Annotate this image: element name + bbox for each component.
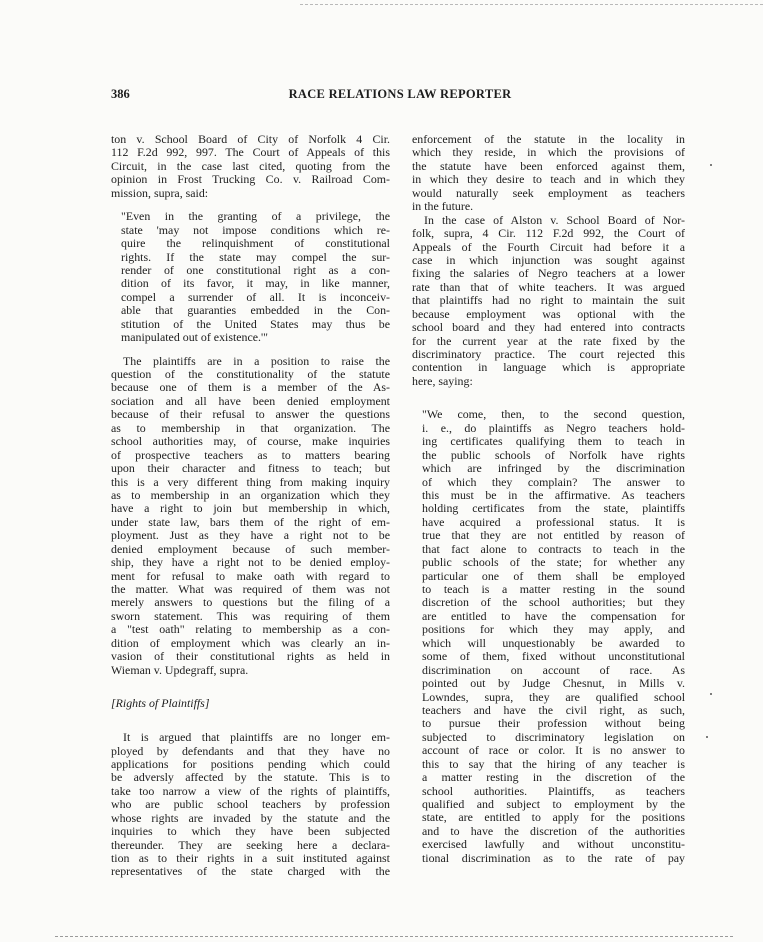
quote-line: dition of its favor, it may, in like manner, (121, 276, 390, 291)
quote-line: ing certificates qualifying them to teach in (422, 434, 685, 449)
text-line: as to membership in that organization. The (111, 420, 390, 435)
quote-line: compel a surrender of all. It is inconceiv- (121, 289, 390, 304)
text-line: under state law, bars them of the right of em- (111, 514, 390, 529)
text-line: rate than that of white teachers. It was argued (412, 279, 685, 294)
text-line: the matter. What was required of them was not (111, 582, 390, 596)
text-line: vasion of their constitutional rights as held in (111, 649, 390, 664)
quote-line: qualified and subject to employment by the (422, 797, 685, 811)
text-line: sworn statement. This was requiring of them (111, 608, 390, 623)
quote-line: able that guaranties embedded in the Con- (121, 303, 390, 318)
text-line: inquiries to which they have been subjected (111, 824, 390, 839)
left-column (111, 133, 390, 879)
text-line: in the future. (412, 199, 474, 214)
text-line: ship, they have a right not to be denied employ- (111, 555, 390, 570)
text-line: question of the constitutionality of the statute (111, 367, 390, 381)
quote-line: teachers and have the civil right, as such, (422, 702, 685, 717)
text-line: mission, supra, said: (111, 185, 209, 200)
text-line: here, saying: (412, 373, 473, 388)
text-line: applications for positions pending which could (111, 756, 390, 771)
quote-line: particular one of them shall be employed (422, 568, 685, 583)
paragraph-spacer (412, 388, 685, 408)
quote-line: a matter resting in the discretion of the (422, 770, 685, 785)
quote-line: this to say that the hiring of any teacher is (422, 756, 685, 771)
section-subheading: [Rights of Plaintiffs] (111, 696, 210, 711)
quote-line: exercised lawfully and without unconstitu- (422, 837, 685, 852)
scan-speck (710, 693, 712, 695)
text-line: whose rights are invaded by the statute and the (111, 810, 390, 825)
text-line: upon their character and fitness to teach; but (111, 461, 390, 476)
quote-line: "Even in the granting of a privilege, the (121, 209, 390, 224)
text-line: for the current year at the rate fixed by the (412, 333, 685, 348)
text-line: ton v. School Board of City of Norfolk 4 Cir. (111, 132, 390, 146)
text-line: tion as to their rights in a suit instituted against (111, 851, 390, 865)
quote-line: have acquired a professional status. It is (422, 514, 685, 529)
quote-line: quire the relinquishment of constitutional (121, 236, 390, 251)
bottom-scan-border (55, 936, 733, 937)
text-line: case in which injunction was sought against (412, 252, 685, 267)
quote-line: render of one constitutional right as a con- (121, 262, 390, 277)
quote-line: that fact alone to contracts to teach in the (422, 541, 685, 556)
text-line: Circuit, in the case last cited, quoting from the (111, 158, 390, 173)
quote-line: "We come, then, to the second question, (422, 407, 685, 422)
text-line: denied employment because of such member- (111, 541, 390, 556)
quote-line: subjected to discriminatory legislation on (422, 729, 685, 744)
quote-line: tional discrimination as to the rate of pay (422, 850, 685, 865)
text-line: because employment was optional with the (412, 306, 685, 321)
text-line: folk, supra, 4 Cir. 112 F.2d 992, the Court of (412, 226, 685, 241)
text-line: opinion in Frost Trucking Co. v. Railroad Com- (111, 172, 390, 187)
text-line: which they reside, in which the provisions of (412, 145, 685, 160)
text-line: because of their refusal to answer the questions (111, 407, 390, 422)
text-line: thereunder. They are seeking here a declara- (111, 837, 390, 852)
quote-line: positions for which they may apply, and (422, 622, 685, 637)
text-line: ployed by defendants and that they have no (111, 743, 390, 758)
quote-line: rights. If the state may compel the sur- (121, 249, 390, 264)
text-line: this is a very different thing from making inquiry (111, 474, 390, 489)
quote-line: discrimination on account of race. As (422, 662, 685, 677)
text-line: representatives of the state charged with the (111, 864, 390, 879)
text-line: Wieman v. Updegraff, supra. (111, 662, 249, 677)
text-line: school authorities may, of course, make inquiries (111, 434, 390, 449)
quote-line: state 'may not impose conditions which re- (121, 222, 390, 237)
text-line: take too narrow a view of the rights of plaintiffs, (111, 783, 390, 798)
quote-line: account of race or color. It is no answer to (422, 743, 685, 758)
quote-line: to teach is a matter resting in the sound (422, 582, 685, 596)
running-title: RACE RELATIONS LAW REPORTER (288, 87, 512, 101)
quote-line: state, are entitled to apply for the positions (422, 810, 685, 825)
quote-line: holding certificates from the state, plaintiffs (422, 501, 685, 516)
scan-speck (706, 736, 708, 738)
page-header (111, 87, 689, 107)
text-line: the statute have been enforced against them, (412, 158, 685, 173)
text-line: in which they desire to teach and in which they (412, 172, 685, 187)
text-line: ment for refusal to make oath with regard to (111, 568, 390, 583)
quote-line: which are infringed by the discrimination (422, 461, 685, 476)
quote-line: discretion of the school authorities; but they (422, 595, 685, 610)
text-line: fixing the salaries of Negro teachers at a lower (412, 266, 685, 281)
quote-line: public schools of the state; for whether any (422, 555, 685, 570)
text-line: a "test oath" relating to membership as a con- (111, 622, 390, 637)
quote-line: manipulated out of existence.'" (121, 330, 268, 345)
quote-line: school authorities. Plaintiffs, as teachers (422, 783, 685, 798)
quote-line: true that they are not entitled by reason of (422, 528, 685, 543)
text-line: discriminatory practice. The court rejected this (412, 347, 685, 361)
text-line: sociation and all have been denied employment (111, 393, 390, 408)
text-line: school board and they had entered into contracts (412, 320, 685, 335)
text-line: The plaintiffs are in a position to raise the (123, 353, 390, 368)
paragraph-spacer (111, 677, 390, 697)
quote-line: some of them, fixed without unconstitutional (422, 649, 685, 664)
quote-line: this must be in the affirmative. As teachers (422, 487, 685, 502)
quote-line: and to have the discretion of the authorities (422, 823, 685, 838)
quote-line: pointed out by Judge Chesnut, in Mills v. (422, 676, 685, 691)
top-scan-border (300, 4, 763, 5)
text-line: who are public school teachers by profession (111, 797, 390, 812)
text-line: as to membership in an organization which they (111, 487, 390, 502)
text-line: would naturally seek employment as teachers (412, 185, 685, 200)
text-line: of prospective teachers as to matters bearing (111, 447, 390, 462)
quote-line: which will unquestionably be awarded to (422, 635, 685, 650)
text-line: merely answers to questions but the filing of a (111, 595, 390, 610)
quote-line: the public schools of Norfolk have rights (422, 447, 685, 462)
text-line: dition of employment which was clearly an in- (111, 635, 390, 650)
text-line: ployment. Just as they have a right not to be (111, 528, 390, 543)
page-number: 386 (111, 87, 130, 101)
quote-line: Lowndes, supra, they are qualified school (422, 689, 685, 704)
quote-line: to pursue their profession without being (422, 716, 685, 731)
text-line: In the case of Alston v. School Board of Nor- (424, 212, 685, 227)
text-line: enforcement of the statute in the locality in (412, 132, 685, 146)
text-line: Appeals of the Fourth Circuit had before it a (412, 239, 685, 254)
text-line: that plaintiffs had no right to maintain the suit (412, 293, 685, 308)
text-line: have a right to join but membership in which, (111, 501, 390, 516)
text-line: It is argued that plaintiffs are no longer em- (123, 730, 390, 745)
text-line: because one of them is a member of the As- (111, 380, 390, 395)
quote-line: stitution of the United States may thus be (121, 316, 390, 331)
quote-line: are entitled to have the compensation for (422, 608, 685, 623)
quote-line: of which they complain? The answer to (422, 474, 685, 489)
text-line: 112 F.2d 992, 997. The Court of Appeals of this (111, 145, 390, 160)
scan-speck (710, 164, 712, 166)
quote-line: i. e., do plaintiffs as Negro teachers hold- (422, 420, 685, 435)
text-line: be adversly affected by the statute. This is to (111, 770, 390, 785)
paragraph-spacer (111, 711, 390, 731)
right-column (412, 133, 685, 865)
text-line: contention in language which is appropriate (412, 360, 685, 375)
